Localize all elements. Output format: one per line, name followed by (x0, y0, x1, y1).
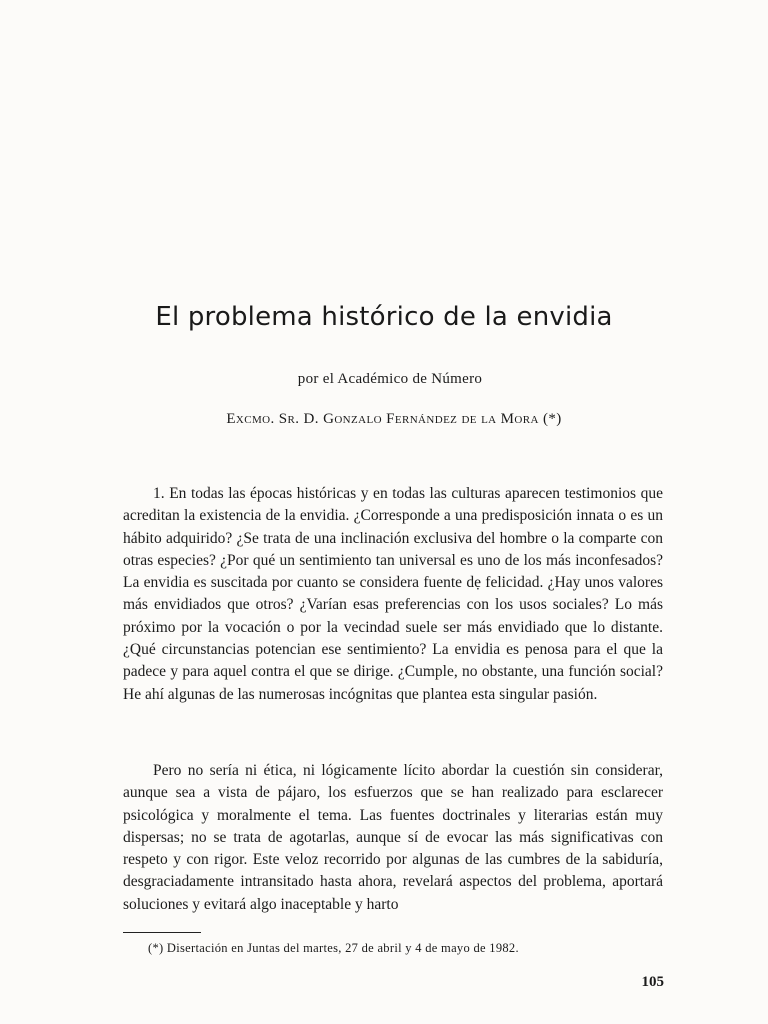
footnote: (*) Disertación en Juntas del martes, 27 de abril y 4 de mayo de 1982. (148, 941, 519, 955)
page-number: 105 (641, 974, 664, 990)
footnote-rule (123, 932, 201, 933)
body-paragraph-2: Pero no sería ni ética, ni lógicamente lícito abordar la cuestión sin considerar, aunque sea a vista de pájaro, los esfuerzos que se han realizado para esclarecer psicológica y moralmente el tema. Las fuentes doctrinales y literarias están muy dispersas; no se trata de agotarlas, aunque sí de evocar las más significativas con respeto y con rigor. Este veloz recorrido por algunas de las cumbres de la sabiduría, desgraciadamente intransitado hasta ahora, revelará aspectos del problema, aportará soluciones y evitará algo inaceptable y harto (123, 762, 663, 913)
author-name: Gonzalo Fernández de la Mora (323, 411, 539, 427)
author-prefix: Excmo. Sr. D. (226, 411, 324, 427)
author-footnote-marker: (*) (538, 411, 562, 427)
article-title: El problema histórico de la envidia (155, 302, 613, 332)
author-line (0, 411, 768, 428)
body-paragraph-1: 1. En todas las épocas históricas y en todas las culturas aparecen testimonios que acreditan la existencia de la envidia. ¿Corresponde a una predisposición innata o es un hábito adquirido? ¿Se trata de una inclinación exclusiva del hombre o la comparte con otras especies? ¿Por qué un sentimiento tan universal es uno de los más inconfesados? La envidia es suscitada por cuanto se considera fuente dẹ felicidad. ¿Hay unos valores más envidiados que otros? ¿Varían esas preferencias con los usos sociales? Lo más próximo por la vocación o por la vecindad suele ser más envidiado que lo distante. ¿Qué circunstancias potencian ese sentimiento? La envidia es penosa para el que la padece y para aquel contra el que se dirige. ¿Cumple, no obstante, una función social? He ahí algunas de las numerosas incógnitas que plantea esta singular pasión. (123, 485, 663, 703)
byline: por el Académico de Número (297, 371, 483, 387)
